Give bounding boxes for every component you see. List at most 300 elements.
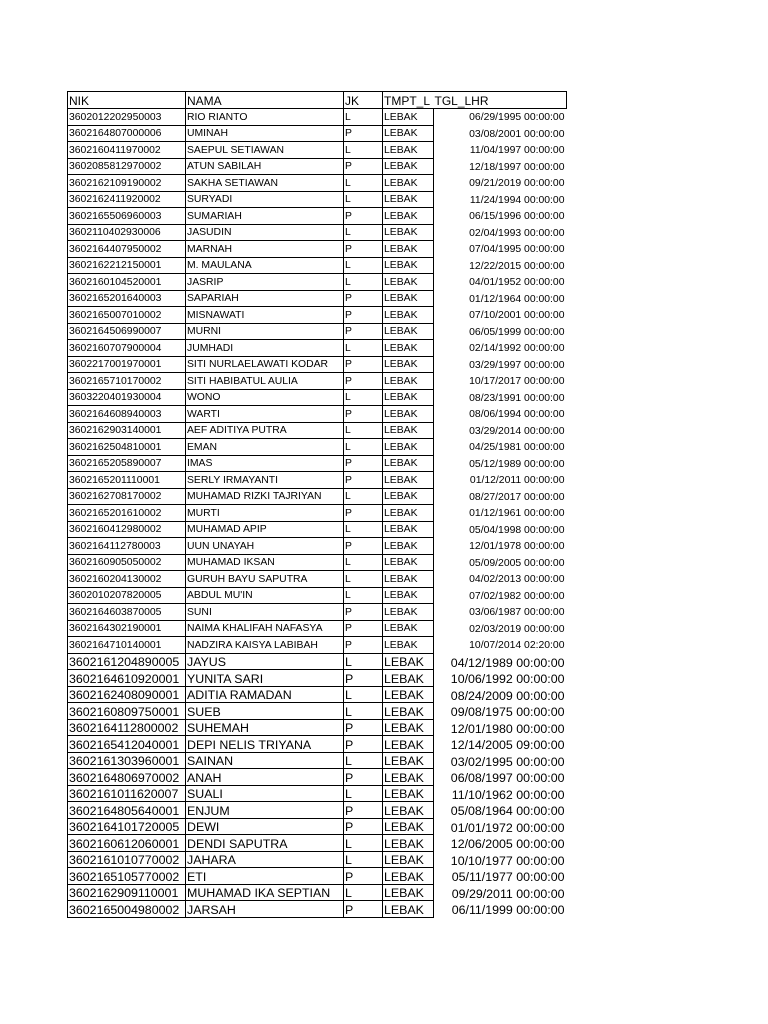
table-row [68,158,567,175]
cell-nama: ATUN SABILAH [186,158,344,175]
cell-tmpt: LEBAK [383,851,434,868]
cell-tgl: 12/14/2005 09:00:00 [450,738,565,752]
cell-nik: 3602164101720005 [68,818,186,835]
cell-nik: 3602164710140001 [68,637,186,654]
table-row [68,769,567,786]
cell-tmpt: LEBAK [383,290,434,307]
cell-tgl: 06/11/1999 00:00:00 [451,903,565,917]
cell-jk: P [344,670,383,687]
cell-tgl: 07/02/1982 00:00:00 [469,590,565,602]
cell-tgl: 10/17/2017 00:00:00 [469,376,565,387]
cell-nik: 3602161303960001 [68,752,186,769]
cell-tgl: 01/12/2011 00:00:00 [469,475,565,486]
cell-nik: 3602160707900004 [68,340,186,357]
cell-tgl: 03/29/1997 00:00:00 [469,359,565,371]
cell-nama: SITI HABIBATUL AULIA [186,373,344,390]
cell-tgl: 08/27/2017 00:00:00 [469,491,565,503]
cell-nama: MUHAMAD IKA SEPTIAN [186,884,344,901]
table-row [68,406,567,423]
cell-tgl: 08/24/2009 00:00:00 [450,688,565,703]
cell-nama: DENDI SAPUTRA [186,835,344,852]
table-row [68,719,567,736]
cell-nik: 3602162408090001 [68,686,186,703]
cell-nik: 3602165004980002 [68,901,186,918]
table-row [68,521,567,538]
cell-tmpt: LEBAK [383,653,434,670]
cell-tmpt: LEBAK [383,109,434,126]
table-row [68,340,567,357]
table-row [68,224,567,241]
table-row [68,752,567,769]
cell-nama: ADITIA RAMADAN [186,686,344,703]
table-body-small [68,109,567,654]
cell-tgl: 03/08/2001 00:00:00 [469,128,565,140]
cell-nama: NAIMA KHALIFAH NAFASYA [186,620,344,637]
cell-tgl: 01/01/1972 00:00:00 [450,820,565,835]
cell-nik: 3602160809750001 [68,703,186,720]
cell-tmpt: LEBAK [383,752,434,769]
cell-tmpt: LEBAK [383,703,434,720]
cell-jk: P [344,901,383,918]
cell-jk: P [344,307,383,324]
cell-tgl: 12/18/1997 00:00:00 [469,161,565,173]
cell-nama: MARNAH [186,241,344,258]
cell-jk: L [344,587,383,604]
cell-tmpt: LEBAK [383,191,434,208]
cell-nama: GURUH BAYU SAPUTRA [186,571,344,588]
cell-nama: JASUDIN [186,224,344,241]
cell-nik: 3602160905050002 [68,554,186,571]
cell-tgl: 06/15/1996 00:00:00 [469,211,565,222]
header-nik: NIK [68,92,186,109]
cell-tgl: 08/23/1991 00:00:00 [469,392,565,404]
cell-nik: 3602165105770002 [68,868,186,885]
cell-tmpt: LEBAK [383,818,434,835]
cell-tmpt: LEBAK [383,356,434,373]
cell-tgl: 10/10/1977 00:00:00 [450,853,565,868]
cell-jk: P [344,802,383,819]
header-nama: NAMA [186,92,344,109]
cell-nik: 3602164302190001 [68,620,186,637]
cell-jk: P [344,208,383,225]
cell-jk: L [344,752,383,769]
cell-tgl: 03/02/1995 00:00:00 [450,754,565,769]
cell-tmpt: LEBAK [383,686,434,703]
table-row [68,472,567,489]
header-tgl: TGL_LHR [434,92,567,109]
cell-nama: SUHEMAH [186,719,344,736]
cell-tmpt: LEBAK [383,620,434,637]
cell-tgl: 05/09/2005 00:00:00 [469,557,565,569]
cell-tgl: 12/01/1978 00:00:00 [469,541,565,552]
cell-nik: 3602164112780003 [68,538,186,555]
cell-jk: L [344,422,383,439]
cell-tmpt: LEBAK [383,505,434,522]
cell-tmpt: LEBAK [383,769,434,786]
cell-nik: 3602164506990007 [68,323,186,340]
cell-tgl: 12/22/2015 00:00:00 [469,260,565,272]
cell-nik: 3602162903140001 [68,422,186,439]
cell-jk: P [344,125,383,142]
cell-tgl: 04/12/1989 00:00:00 [450,655,565,670]
cell-nama: SUMARIAH [186,208,344,225]
table-row [68,241,567,258]
table-row [68,455,567,472]
table-row [68,703,567,720]
cell-tmpt: LEBAK [383,455,434,472]
cell-tgl: 06/08/1997 00:00:00 [450,771,565,785]
cell-nama: MUHAMAD RIZKI TAJRIYAN [186,488,344,505]
table-row [68,389,567,406]
cell-nama: ENJUM [186,802,344,819]
cell-nama: M. MAULANA [186,257,344,274]
cell-jk: P [344,604,383,621]
cell-nik: 3602165710170002 [68,373,186,390]
cell-nama: SURYADI [186,191,344,208]
cell-nama: EMAN [186,439,344,456]
cell-tgl: 02/04/1993 00:00:00 [469,227,565,239]
cell-tmpt: LEBAK [383,785,434,802]
cell-tgl: 12/01/1980 00:00:00 [450,721,565,736]
cell-tgl: 06/29/1995 00:00:00 [469,112,565,123]
cell-tgl: 04/02/2013 00:00:00 [469,574,565,585]
cell-nik: 3602161010770002 [68,851,186,868]
cell-tgl: 02/03/2019 00:00:00 [469,623,565,635]
cell-tmpt: LEBAK [383,439,434,456]
cell-nama: SERLY IRMAYANTI [186,472,344,489]
table-row [68,538,567,555]
cell-nik: 3602010207820005 [68,587,186,604]
cell-jk: L [344,191,383,208]
cell-tgl: 01/12/1961 00:00:00 [469,508,565,519]
cell-nik: 3602165506960003 [68,208,186,225]
cell-nik: 3602165201640003 [68,290,186,307]
cell-nama: UMINAH [186,125,344,142]
table-row [68,686,567,703]
cell-nik: 3602162212150001 [68,257,186,274]
cell-tmpt: LEBAK [383,422,434,439]
table-row [68,422,567,439]
cell-nama: JAHARA [186,851,344,868]
cell-tgl: 04/01/1952 00:00:00 [469,277,565,288]
table-row [68,901,567,918]
cell-jk: P [344,637,383,654]
cell-nik: 3602164112800002 [68,719,186,736]
table-row [68,439,567,456]
table-row [68,851,567,868]
cell-nama: MURNI [186,323,344,340]
table-row [68,818,567,835]
cell-tgl: 05/11/1977 00:00:00 [451,870,565,884]
table-row [68,373,567,390]
cell-jk: L [344,142,383,159]
table-row [68,175,567,192]
cell-tmpt: LEBAK [383,175,434,192]
cell-jk: L [344,274,383,291]
table-row [68,785,567,802]
cell-jk: P [344,323,383,340]
header-jk: JK [344,92,383,109]
cell-nik: 3602165007010002 [68,307,186,324]
cell-nama: SITI NURLAELAWATI KODAR [186,356,344,373]
cell-nik: 3602164805640001 [68,802,186,819]
cell-nik: 3602165201110001 [68,472,186,489]
cell-jk: L [344,488,383,505]
table-body-large [68,653,567,917]
table-row [68,637,567,654]
cell-tgl: 12/06/2005 00:00:00 [450,837,565,851]
cell-jk: L [344,703,383,720]
cell-tmpt: LEBAK [383,736,434,753]
cell-jk: L [344,257,383,274]
table-row [68,142,567,159]
data-table [67,91,567,918]
cell-nik: 3602160612060001 [68,835,186,852]
cell-nik: 3602110402930006 [68,224,186,241]
cell-tmpt: LEBAK [383,224,434,241]
cell-tgl: 09/08/1975 00:00:00 [450,705,565,719]
cell-tmpt: LEBAK [383,604,434,621]
cell-tgl: 02/14/1992 00:00:00 [469,343,565,354]
cell-tmpt: LEBAK [383,538,434,555]
cell-nik: 3602162411920002 [68,191,186,208]
table-row [68,125,567,142]
cell-tgl: 07/10/2001 00:00:00 [469,310,565,321]
table-row [68,835,567,852]
table-row [68,604,567,621]
cell-tmpt: LEBAK [383,802,434,819]
cell-tmpt: LEBAK [383,554,434,571]
cell-nama: MUHAMAD APIP [186,521,344,538]
cell-nama: JARSAH [186,901,344,918]
cell-tgl: 04/25/1981 00:00:00 [469,442,565,453]
table-row [68,109,567,126]
cell-tmpt: LEBAK [383,373,434,390]
cell-nama: YUNITA SARI [186,670,344,687]
cell-nama: WARTI [186,406,344,423]
cell-nama: SAKHA SETIAWAN [186,175,344,192]
cell-tmpt: LEBAK [383,719,434,736]
cell-nama: DEPI NELIS TRIYANA [186,736,344,753]
cell-tmpt: LEBAK [383,257,434,274]
cell-tmpt: LEBAK [383,521,434,538]
table-row [68,802,567,819]
cell-jk: P [344,406,383,423]
cell-nik: 3602160204130002 [68,571,186,588]
cell-nik: 3602164603870005 [68,604,186,621]
cell-tgl: 07/04/1995 00:00:00 [469,244,565,255]
table-row [68,505,567,522]
cell-tgl: 05/08/1964 00:00:00 [450,804,565,818]
cell-tmpt: LEBAK [383,142,434,159]
cell-tmpt: LEBAK [383,340,434,357]
header-row [68,92,567,109]
cell-nik: 3603220401930004 [68,389,186,406]
cell-jk: L [344,653,383,670]
cell-jk: P [344,290,383,307]
cell-nama: SUEB [186,703,344,720]
table-row [68,356,567,373]
cell-tmpt: LEBAK [383,125,434,142]
cell-tgl: 11/10/1962 00:00:00 [451,787,565,802]
cell-jk: L [344,175,383,192]
cell-jk: L [344,785,383,802]
table-row [68,307,567,324]
cell-tgl: 11/24/1994 00:00:00 [469,194,565,206]
table-row [68,191,567,208]
cell-nama: MUHAMAD IKSAN [186,554,344,571]
cell-nik: 3602164806970002 [68,769,186,786]
cell-jk: P [344,719,383,736]
cell-nama: JAYUS [186,653,344,670]
table-row [68,868,567,885]
table-row [68,587,567,604]
cell-jk: L [344,686,383,703]
cell-tmpt: LEBAK [383,587,434,604]
cell-nama: MURTI [186,505,344,522]
cell-nama: ETI [186,868,344,885]
cell-tmpt: LEBAK [383,274,434,291]
cell-tmpt: LEBAK [383,884,434,901]
cell-tgl: 10/06/1992 00:00:00 [450,672,565,686]
cell-nama: DEWI [186,818,344,835]
cell-jk: P [344,472,383,489]
cell-nik: 3602160412980002 [68,521,186,538]
cell-jk: L [344,389,383,406]
cell-jk: P [344,736,383,753]
cell-nik: 3602160411970002 [68,142,186,159]
cell-jk: L [344,851,383,868]
cell-jk: P [344,505,383,522]
cell-nik: 3602085812970002 [68,158,186,175]
cell-nama: IMAS [186,455,344,472]
cell-tgl: 11/04/1997 00:00:00 [469,145,565,156]
cell-tmpt: LEBAK [383,488,434,505]
cell-tgl: 05/12/1989 00:00:00 [469,458,565,470]
cell-nik: 3602012202950003 [68,109,186,126]
cell-jk: L [344,109,383,126]
cell-nik: 3602164807000006 [68,125,186,142]
table-row [68,274,567,291]
cell-tmpt: LEBAK [383,208,434,225]
cell-tmpt: LEBAK [383,571,434,588]
table-row [68,554,567,571]
cell-nama: JUMHADI [186,340,344,357]
cell-nama: MISNAWATI [186,307,344,324]
cell-jk: P [344,818,383,835]
cell-nama: SAPARIAH [186,290,344,307]
cell-nik: 3602162504810001 [68,439,186,456]
cell-nik: 3602164610920001 [68,670,186,687]
cell-tmpt: LEBAK [383,637,434,654]
cell-nik: 3602164608940003 [68,406,186,423]
cell-jk: L [344,884,383,901]
cell-tmpt: LEBAK [383,323,434,340]
cell-nik: 3602165201610002 [68,505,186,522]
cell-tmpt: LEBAK [383,670,434,687]
cell-tmpt: LEBAK [383,868,434,885]
cell-jk: L [344,554,383,571]
cell-nama: SUNI [186,604,344,621]
cell-jk: P [344,158,383,175]
table-row [68,488,567,505]
cell-jk: P [344,356,383,373]
cell-jk: P [344,455,383,472]
table-row [68,670,567,687]
cell-nama: RIO RIANTO [186,109,344,126]
cell-nik: 3602160104520001 [68,274,186,291]
cell-tmpt: LEBAK [383,389,434,406]
cell-nama: SUALI [186,785,344,802]
cell-tgl: 03/06/1987 00:00:00 [469,607,565,618]
cell-nama: ANAH [186,769,344,786]
cell-tmpt: LEBAK [383,307,434,324]
table-row [68,884,567,901]
cell-jk: L [344,224,383,241]
cell-nik: 3602165205890007 [68,455,186,472]
table-row [68,653,567,670]
cell-nik: 3602164407950002 [68,241,186,258]
cell-nik: 3602161204890005 [68,653,186,670]
cell-jk: P [344,241,383,258]
cell-nama: SAINAN [186,752,344,769]
cell-tgl: 05/04/1998 00:00:00 [469,524,565,536]
cell-nama: SAEPUL SETIAWAN [186,142,344,159]
cell-nik: 3602162909110001 [68,884,186,901]
table-row [68,290,567,307]
cell-tmpt: LEBAK [383,241,434,258]
cell-jk: P [344,868,383,885]
table-row [68,736,567,753]
cell-tgl: 09/29/2011 00:00:00 [451,886,565,901]
cell-tgl: 01/12/1964 00:00:00 [469,293,565,305]
cell-jk: L [344,835,383,852]
cell-nik: 3602162708170002 [68,488,186,505]
cell-nama: JASRIP [186,274,344,291]
cell-jk: L [344,571,383,588]
table-row [68,257,567,274]
cell-nik: 3602165412040001 [68,736,186,753]
table-row [68,208,567,225]
cell-nama: ABDUL MU'IN [186,587,344,604]
cell-tmpt: LEBAK [383,158,434,175]
cell-nama: NADZIRA KAISYA LABIBAH [186,637,344,654]
cell-tgl: 06/05/1999 00:00:00 [469,326,565,338]
table-row [68,571,567,588]
cell-jk: P [344,538,383,555]
cell-jk: L [344,439,383,456]
table-row [68,323,567,340]
cell-tmpt: LEBAK [383,901,434,918]
cell-nama: UUN UNAYAH [186,538,344,555]
cell-jk: P [344,373,383,390]
cell-nama: AEF ADITIYA PUTRA [186,422,344,439]
cell-tgl: 09/21/2019 00:00:00 [469,178,565,189]
cell-tgl: 08/06/1994 00:00:00 [469,409,565,420]
cell-nama: WONO [186,389,344,406]
cell-jk: P [344,620,383,637]
table-row [68,620,567,637]
cell-nik: 3602161011620007 [68,785,186,802]
cell-jk: P [344,769,383,786]
cell-nik: 3602217001970001 [68,356,186,373]
cell-tgl: 03/29/2014 00:00:00 [469,425,565,437]
cell-tmpt: LEBAK [383,406,434,423]
cell-jk: L [344,521,383,538]
cell-tgl: 10/07/2014 02:20:00 [469,640,565,651]
cell-tmpt: LEBAK [383,835,434,852]
cell-jk: L [344,340,383,357]
